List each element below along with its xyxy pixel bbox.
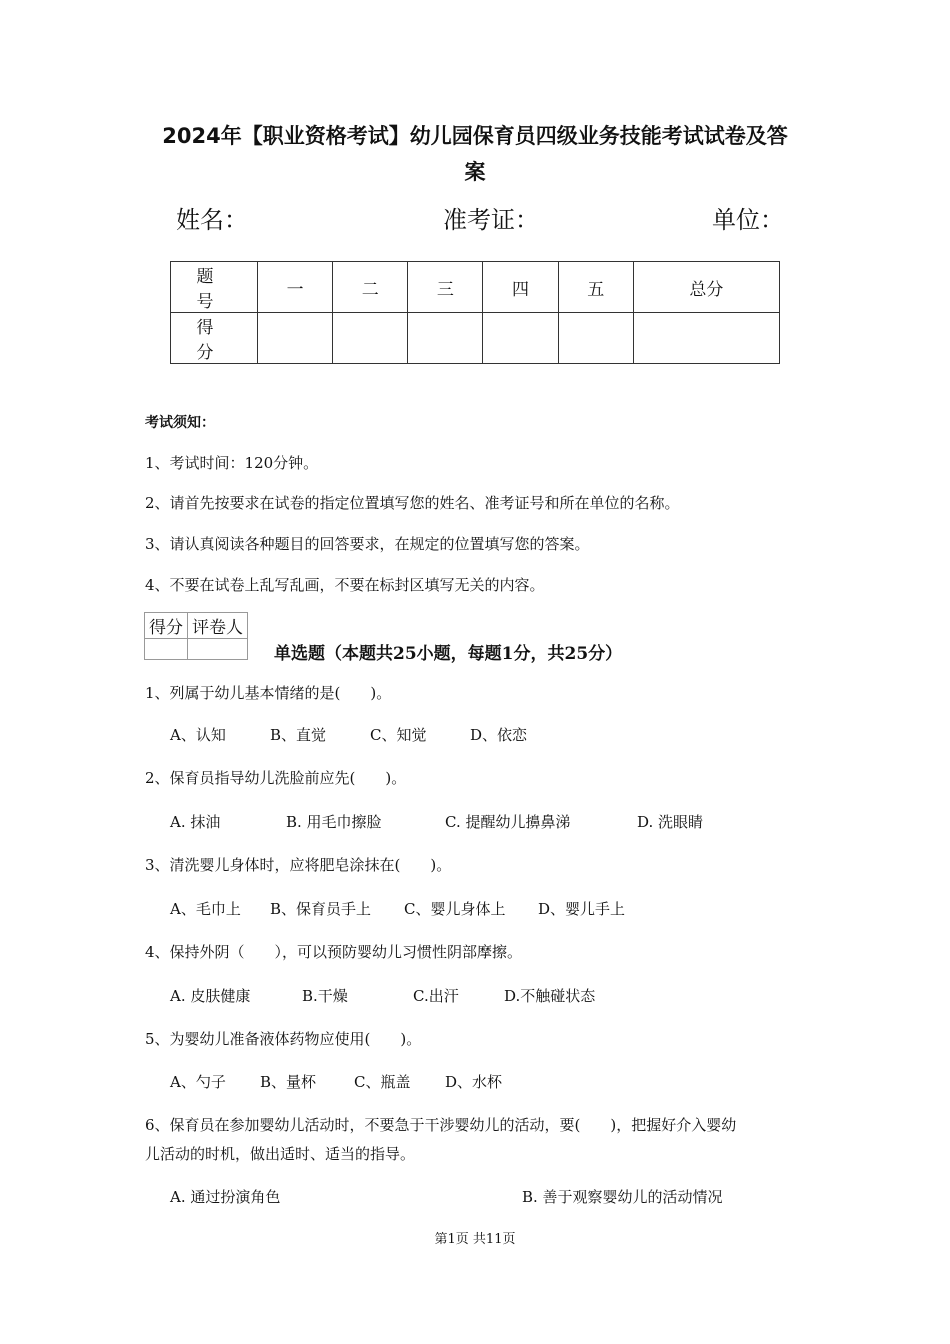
score-input-cell[interactable]	[333, 313, 408, 364]
option: D、水杯	[445, 1073, 503, 1091]
unit-label: 单位：	[712, 206, 784, 234]
option: B. 用毛巾擦脸	[286, 813, 382, 831]
score-table-score-row	[171, 313, 780, 364]
question-text: 5、为婴幼儿准备液体药物应使用( )。	[145, 1030, 422, 1048]
question-text: 6、保育员在参加婴幼儿活动时，不要急于干涉婴幼儿的活动，要( )，把握好介入婴幼	[145, 1116, 737, 1134]
option: D.不触碰状态	[504, 987, 596, 1005]
option: A. 皮肤健康	[170, 987, 251, 1005]
score-table-cell: 一	[258, 262, 333, 313]
option: D、婴儿手上	[538, 900, 626, 918]
score-input-cell[interactable]	[558, 313, 633, 364]
option: B. 善于观察婴幼儿的活动情况	[522, 1188, 723, 1206]
question-text-continued: 儿活动的时机，做出适时、适当的指导。	[145, 1145, 416, 1163]
notice-item: 3、请认真阅读各种题目的回答要求，在规定的位置填写您的答案。	[145, 535, 590, 553]
score-table-header-row	[171, 262, 780, 313]
question-text: 2、保育员指导幼儿洗脸前应先( )。	[145, 769, 407, 787]
score-input-cell[interactable]	[483, 313, 558, 364]
page-footer: 第1页 共11页	[434, 1232, 516, 1247]
score-table-cell: 总分	[633, 262, 779, 313]
section-title: 单选题（本题共25小题，每题1分，共25分）	[274, 644, 623, 664]
question-text: 4、保持外阴（ ），可以预防婴幼儿习惯性阴部摩擦。	[145, 943, 523, 961]
grader-box	[144, 612, 248, 660]
score-input-cell[interactable]	[408, 313, 483, 364]
question-text: 3、清洗婴儿身体时，应将肥皂涂抹在( )。	[145, 856, 452, 874]
option: A. 抹油	[170, 813, 221, 831]
grader-score-cell[interactable]	[145, 639, 188, 660]
exam-id-label: 准考证：	[443, 206, 539, 234]
notice-item: 4、不要在试卷上乱写乱画，不要在标封区填写无关的内容。	[145, 576, 545, 594]
option: A、毛巾上	[170, 900, 241, 918]
option: C. 提醒幼儿擤鼻涕	[445, 813, 571, 831]
notice-item: 2、请首先按要求在试卷的指定位置填写您的姓名、准考证号和所在单位的名称。	[145, 494, 680, 512]
question-text: 1、列属于幼儿基本情绪的是( )。	[145, 684, 392, 702]
option: D、依恋	[470, 726, 528, 744]
score-table-cell: 三	[408, 262, 483, 313]
document-title	[120, 118, 830, 190]
score-table-cell: 五	[558, 262, 633, 313]
option: D. 洗眼睛	[637, 813, 704, 831]
grader-name-label: 评卷人	[188, 613, 248, 639]
notice-item: 1、考试时间：120分钟。	[145, 454, 319, 472]
option: C、婴儿身体上	[404, 900, 506, 918]
option: B.干燥	[302, 987, 348, 1005]
option: B、保育员手上	[270, 900, 372, 918]
option: C.出汗	[413, 987, 459, 1005]
title-line-2: 案	[464, 160, 486, 184]
score-table-cell: 四	[483, 262, 558, 313]
option: C、知觉	[370, 726, 427, 744]
score-input-cell[interactable]	[633, 313, 779, 364]
notice-title: 考试须知：	[145, 415, 215, 431]
option: B、量杯	[260, 1073, 317, 1091]
score-table	[170, 261, 780, 364]
score-table-cell: 二	[333, 262, 408, 313]
title-line-1: 2024年【职业资格考试】幼儿园保育员四级业务技能考试试卷及答	[162, 124, 788, 148]
score-input-cell[interactable]	[258, 313, 333, 364]
name-label: 姓名：	[176, 206, 248, 234]
option: A、勺子	[170, 1073, 226, 1091]
score-table-cell: 题 号	[171, 262, 258, 313]
option: C、瓶盖	[354, 1073, 411, 1091]
option: A、认知	[170, 726, 226, 744]
grader-name-cell[interactable]	[188, 639, 248, 660]
option: B、直觉	[270, 726, 327, 744]
grader-score-label: 得分	[145, 613, 188, 639]
option: A. 通过扮演角色	[170, 1188, 281, 1206]
score-table-cell: 得 分	[171, 313, 258, 364]
